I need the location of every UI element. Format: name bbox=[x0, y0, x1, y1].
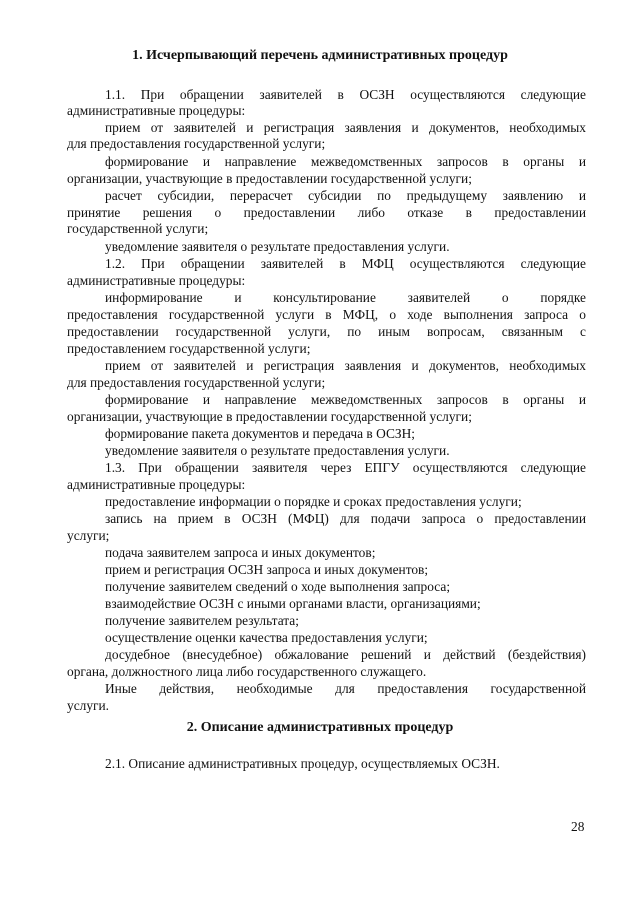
text-line: для предоставления государственной услуги; bbox=[67, 136, 326, 151]
text-line: формирование и направление межведомственных запросов в органы и bbox=[105, 154, 586, 169]
text-line: Иные действия, необходимые для предоставления государственной bbox=[105, 681, 586, 696]
text-line: организации, участвующие в предоставлении государственной услуги; bbox=[67, 171, 472, 186]
text-line: формирование и направление межведомственных запросов в органы и bbox=[105, 392, 586, 407]
text-line: административные процедуры: bbox=[67, 477, 246, 492]
text-line: подача заявителем запроса и иных документов; bbox=[105, 545, 376, 560]
text-line: услуги. bbox=[67, 698, 110, 713]
text-line: предоставлением государственной услуги; bbox=[67, 341, 311, 356]
text-line: досудебное (внесудебное) обжалование решений и действий (бездействия) bbox=[105, 647, 586, 662]
text-line: государственной услуги; bbox=[67, 221, 209, 236]
text-line: 1.1. При обращении заявителей в ОСЗН осуществляются следующие bbox=[105, 87, 586, 102]
section-2-heading: 2. Описание административных процедур bbox=[186, 720, 454, 735]
text-line: для предоставления государственной услуги; bbox=[67, 375, 326, 390]
text-line: услуги; bbox=[67, 528, 110, 543]
text-line: информирование и консультирование заявителей о порядке bbox=[105, 290, 586, 305]
text-line: административные процедуры: bbox=[67, 103, 246, 118]
text-line: предоставления государственной услуги в МФЦ, о ходе выполнения запроса о bbox=[67, 307, 586, 322]
text-line: осуществление оценки качества предоставления услуги; bbox=[105, 630, 428, 645]
text-line: органа, должностного лица либо государственного служащего. bbox=[67, 664, 427, 679]
text-line: уведомление заявителя о результате предоставления услуги. bbox=[105, 239, 450, 254]
page-number: 28 bbox=[571, 819, 585, 834]
text-line: взаимодействие ОСЗН с иными органами власти, организациями; bbox=[105, 596, 481, 611]
text-line: 1.3. При обращении заявителя через ЕПГУ осуществляются следующие bbox=[105, 460, 586, 475]
text-line: получение заявителем результата; bbox=[105, 613, 299, 628]
text-line: запись на прием в ОСЗН (МФЦ) для подачи запроса о предоставлении bbox=[105, 511, 586, 526]
text-line: предоставлении государственной услуги, по иным вопросам, связанным с bbox=[67, 324, 586, 339]
text-line: получение заявителем сведений о ходе выполнения запроса; bbox=[105, 579, 451, 594]
text-line: прием от заявителей и регистрация заявления и документов, необходимых bbox=[105, 120, 586, 135]
text-line: предоставление информации о порядке и сроках предоставления услуги; bbox=[105, 494, 522, 509]
section-1-heading: 1. Исчерпывающий перечень административных процедур bbox=[132, 48, 508, 63]
text-line: 2.1. Описание административных процедур, осуществляемых ОСЗН. bbox=[105, 756, 500, 771]
text-line: формирование пакета документов и передача в ОСЗН; bbox=[105, 426, 415, 441]
text-line: расчет субсидии, перерасчет субсидии по предыдущему заявлению и bbox=[105, 188, 586, 203]
text-line: уведомление заявителя о результате предоставления услуги. bbox=[105, 443, 450, 458]
text-line: 1.2. При обращении заявителей в МФЦ осуществляются следующие bbox=[105, 256, 586, 271]
text-line: административные процедуры: bbox=[67, 273, 246, 288]
text-line: принятие решения о предоставлении либо отказе в предоставлении bbox=[67, 205, 586, 220]
text-line: организации, участвующие в предоставлении государственной услуги; bbox=[67, 409, 472, 424]
text-line: прием от заявителей и регистрация заявления и документов, необходимых bbox=[105, 358, 586, 373]
text-line: прием и регистрация ОСЗН запроса и иных документов; bbox=[105, 562, 429, 577]
